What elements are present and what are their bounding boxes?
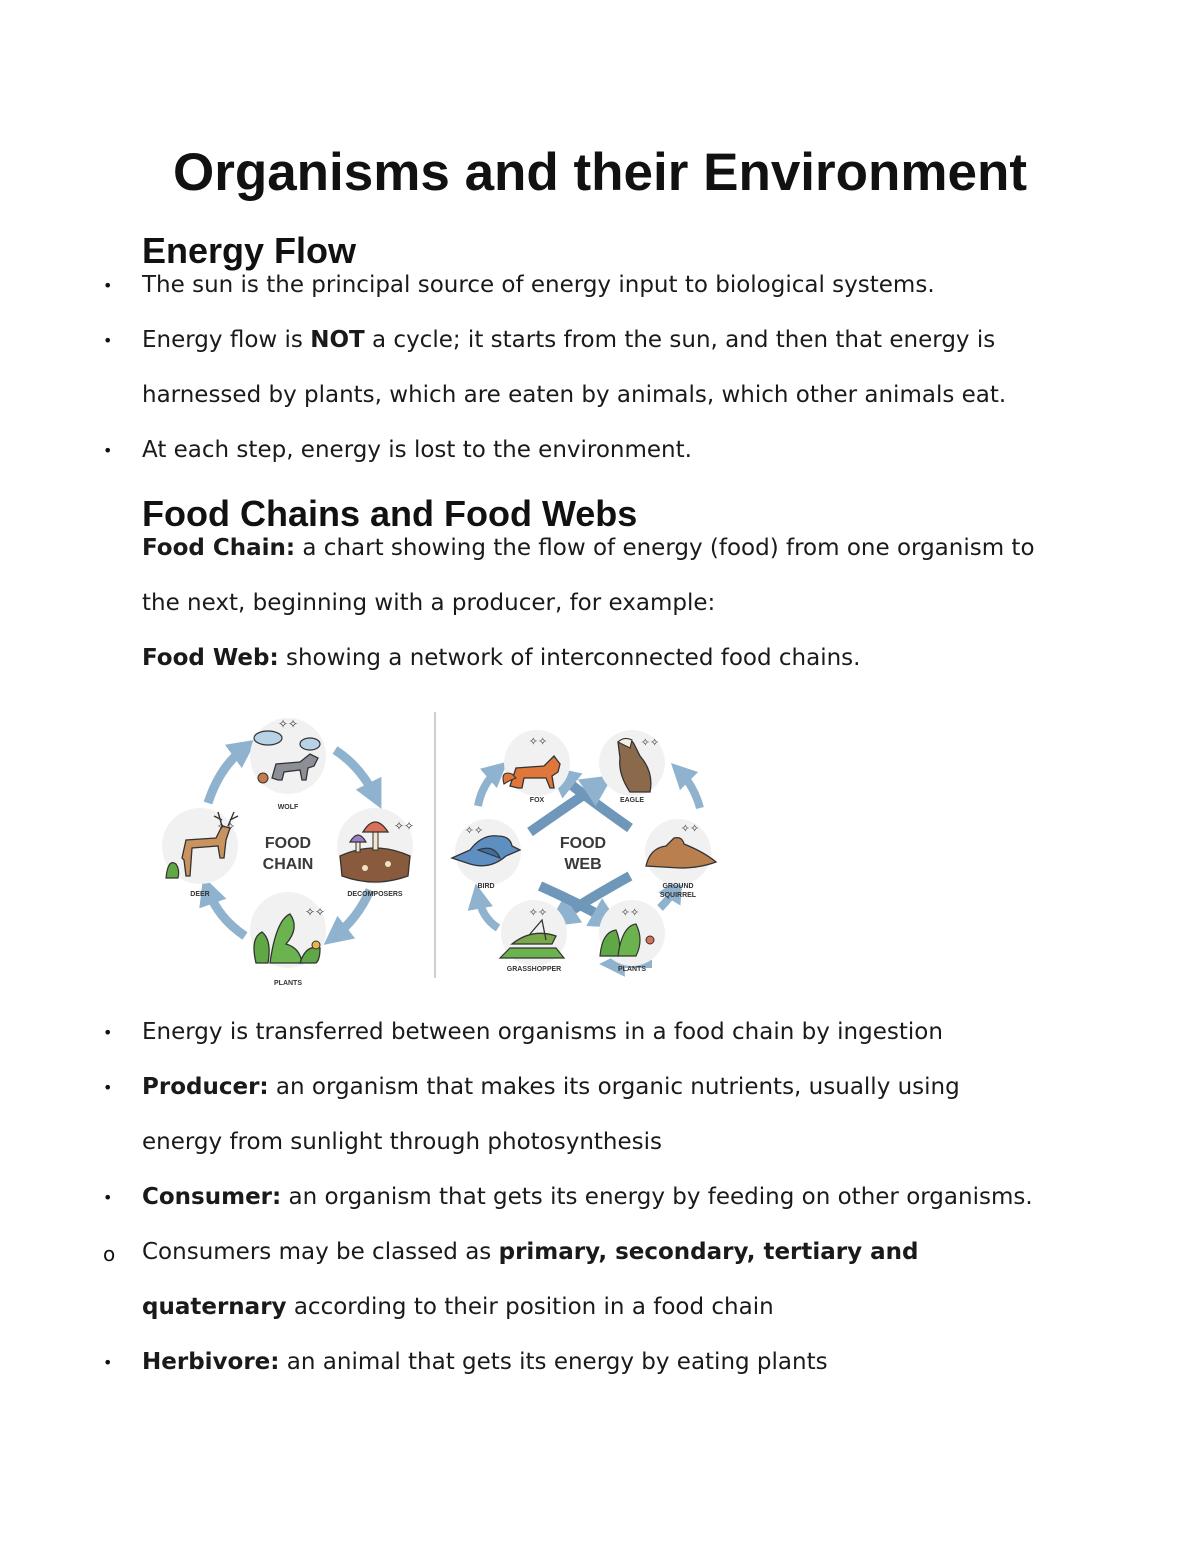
food-web-title-line1: FOOD bbox=[559, 835, 607, 852]
bird-icon bbox=[452, 819, 521, 885]
energy-flow-bullet-3: At each step, energy is lost to the environment. bbox=[142, 437, 692, 463]
bullet: • bbox=[103, 1023, 113, 1042]
bullet: • bbox=[103, 276, 113, 295]
chain-label-deer: DEER bbox=[190, 891, 210, 898]
food-chain-definition-line2: the next, beginning with a producer, for example: bbox=[142, 590, 716, 616]
web-label-plants: PLANTS bbox=[618, 966, 646, 973]
plants-icon bbox=[250, 892, 326, 968]
chain-arrow-plants-to-deer bbox=[208, 890, 245, 936]
food-chains-heading: Food Chains and Food Webs bbox=[142, 493, 638, 534]
food-chain-web-figure bbox=[160, 708, 730, 993]
web-label-fox: FOX bbox=[529, 797, 545, 804]
energy-flow-bullet-2: Energy flow is NOT a cycle; it starts from the sun, and then that energy is bbox=[142, 327, 996, 353]
bullet: • bbox=[103, 1353, 113, 1372]
svg-text:✧✧: ✧✧ bbox=[620, 907, 640, 919]
food-chain-diagram bbox=[162, 717, 414, 987]
svg-text:✧✧: ✧✧ bbox=[680, 823, 700, 835]
page-title: Organisms and their Environment bbox=[172, 143, 1028, 202]
food-web-title-line2: WEB bbox=[564, 856, 602, 873]
fox-icon bbox=[503, 730, 570, 796]
chain-arrow-deer-to-wolf bbox=[208, 748, 245, 803]
ingestion-bullet: Energy is transferred between organisms in a food chain by ingestion bbox=[142, 1019, 943, 1045]
svg-text:✧✧: ✧✧ bbox=[528, 736, 548, 748]
consumer-classes-line2: quaternary according to their position in a food chain bbox=[142, 1294, 774, 1320]
food-web-diagram bbox=[452, 730, 716, 973]
svg-text:✧✧: ✧✧ bbox=[277, 717, 299, 731]
bullet: • bbox=[103, 331, 113, 350]
web-arrow-grasshopper-to-bird bbox=[478, 896, 498, 928]
web-arrow-bird-to-fox bbox=[478, 770, 498, 806]
herbivore-definition: Herbivore: an animal that gets its energy by eating plants bbox=[142, 1349, 828, 1375]
grasshopper-icon bbox=[500, 900, 567, 966]
food-chain-definition: Food Chain: a chart showing the flow of energy (food) from one organism to bbox=[142, 535, 1035, 561]
svg-text:✧✧: ✧✧ bbox=[528, 907, 548, 919]
web-arrow-squirrel-to-eagle bbox=[680, 772, 700, 808]
consumer-definition: Consumer: an organism that gets its energy by feeding on other organisms. bbox=[142, 1184, 1033, 1210]
producer-definition: Producer: an organism that makes its organic nutrients, usually using bbox=[142, 1074, 960, 1100]
sub-bullet: o bbox=[103, 1242, 116, 1266]
svg-text:✧✧: ✧✧ bbox=[304, 905, 326, 919]
eagle-icon bbox=[599, 730, 665, 796]
wolf-icon bbox=[250, 717, 326, 794]
bullet: • bbox=[103, 1078, 113, 1097]
food-chain-title-line1: FOOD bbox=[264, 835, 312, 852]
web-label-eagle: EAGLE bbox=[619, 797, 645, 804]
bullet: • bbox=[103, 441, 113, 460]
deer-icon bbox=[162, 808, 238, 884]
chain-label-plants: PLANTS bbox=[274, 980, 302, 987]
web-label-grasshopper: GRASSHOPPER bbox=[506, 966, 562, 973]
svg-text:✧✧: ✧✧ bbox=[640, 737, 660, 749]
food-chain-title-line2: CHAIN bbox=[262, 856, 314, 873]
svg-text:✧✧: ✧✧ bbox=[464, 825, 484, 837]
energy-flow-bullet-1: The sun is the principal source of energy input to biological systems. bbox=[142, 272, 935, 298]
energy-flow-heading: Energy Flow bbox=[142, 230, 357, 271]
energy-flow-bullet-2-line2: harnessed by plants, which are eaten by animals, which other animals eat. bbox=[142, 382, 1007, 408]
web-plants-icon bbox=[599, 900, 665, 966]
bullet: • bbox=[103, 1188, 113, 1207]
web-label-bird: BIRD bbox=[477, 883, 495, 890]
food-web-definition: Food Web: showing a network of interconnected food chains. bbox=[142, 645, 861, 671]
consumer-classes: Consumers may be classed as primary, secondary, tertiary and bbox=[142, 1239, 919, 1265]
svg-text:✧✧: ✧✧ bbox=[216, 821, 236, 833]
chain-label-wolf: WOLF bbox=[277, 804, 299, 811]
svg-text:✧✧: ✧✧ bbox=[393, 819, 415, 833]
ground-squirrel-icon bbox=[645, 819, 716, 885]
producer-definition-line2: energy from sunlight through photosynthesis bbox=[142, 1129, 663, 1155]
chain-label-decomposers: DECOMPOSERS bbox=[347, 891, 403, 898]
chain-arrow-wolf-to-decomposers bbox=[335, 750, 375, 796]
web-label-ground: GROUND bbox=[662, 883, 694, 890]
decomposers-icon bbox=[337, 808, 414, 884]
web-label-squirrel: SQUIRREL bbox=[659, 892, 697, 899]
